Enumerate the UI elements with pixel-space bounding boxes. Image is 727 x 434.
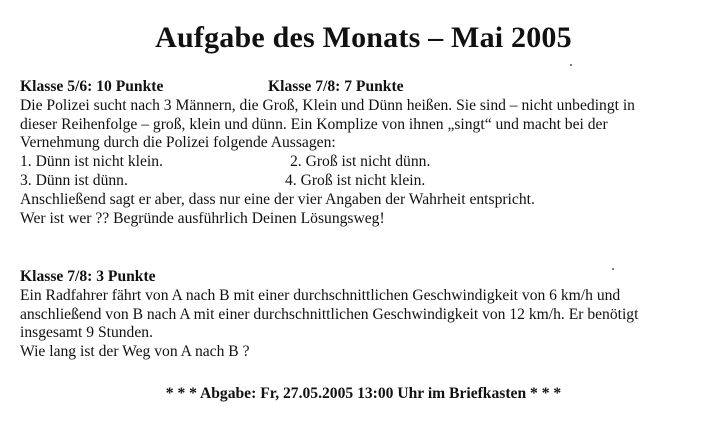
statement-row [20, 153, 720, 172]
task-2 [20, 268, 720, 362]
task-2-text-line: Ein Radfahrer fährt von A nach B mit einer durchschnittlichen Geschwindigkeit von 6 km/h und [20, 286, 621, 304]
task-1-closing-line: Anschließend sagt er aber, dass nur eine der vier Angaben der Wahrheit entspricht. [20, 190, 535, 208]
task-1-label-class-7-8: Klasse 7/8: 7 Punkte [268, 78, 404, 95]
statement-4: 4. Groß ist nicht klein. [285, 171, 426, 189]
scan-speck [570, 64, 572, 66]
task-2-text-line: anschließend von B nach A mit einer durchschnittlichen Geschwindigkeit von 12 km/h. Er benötigt [20, 305, 639, 323]
task-2-question: Wie lang ist der Weg von A nach B ? [20, 343, 250, 361]
task-1-question: Wer ist wer ?? Begründe ausführlich Deinen Lösungsweg! [20, 209, 385, 227]
statement-row [20, 172, 720, 191]
task-1-header [20, 78, 720, 97]
page-title: Aufgabe des Monats – Mai 2005 [155, 21, 572, 54]
task-1 [20, 78, 720, 228]
statement-2: 2. Groß ist nicht dünn. [290, 153, 431, 171]
task-1-text-line: Die Polizei sucht nach 3 Männern, die Groß, Klein und Dünn heißen. Sie sind – nicht unbedingt in [20, 96, 635, 114]
task-2-text-line: insgesamt 9 Stunden. [20, 324, 153, 342]
task-1-text-line: dieser Reihenfolge – groß, klein und dünn. Ein Komplize von ihnen „singt“ und macht bei der [20, 115, 608, 133]
task-2-label-class-7-8: Klasse 7/8: 3 Punkte [20, 268, 156, 285]
task-2-header [20, 268, 720, 287]
task-1-text-line: Vernehmung durch die Polizei folgende Aussagen: [20, 134, 336, 152]
statement-1: 1. Dünn ist nicht klein. [20, 153, 163, 171]
statement-3: 3. Dünn ist dünn. [20, 171, 128, 189]
submission-notice: * * * Abgabe: Fr, 27.05.2005 13:00 Uhr im Briefkasten * * * [165, 385, 562, 402]
task-1-label-class-5-6: Klasse 5/6: 10 Punkte [20, 78, 164, 95]
